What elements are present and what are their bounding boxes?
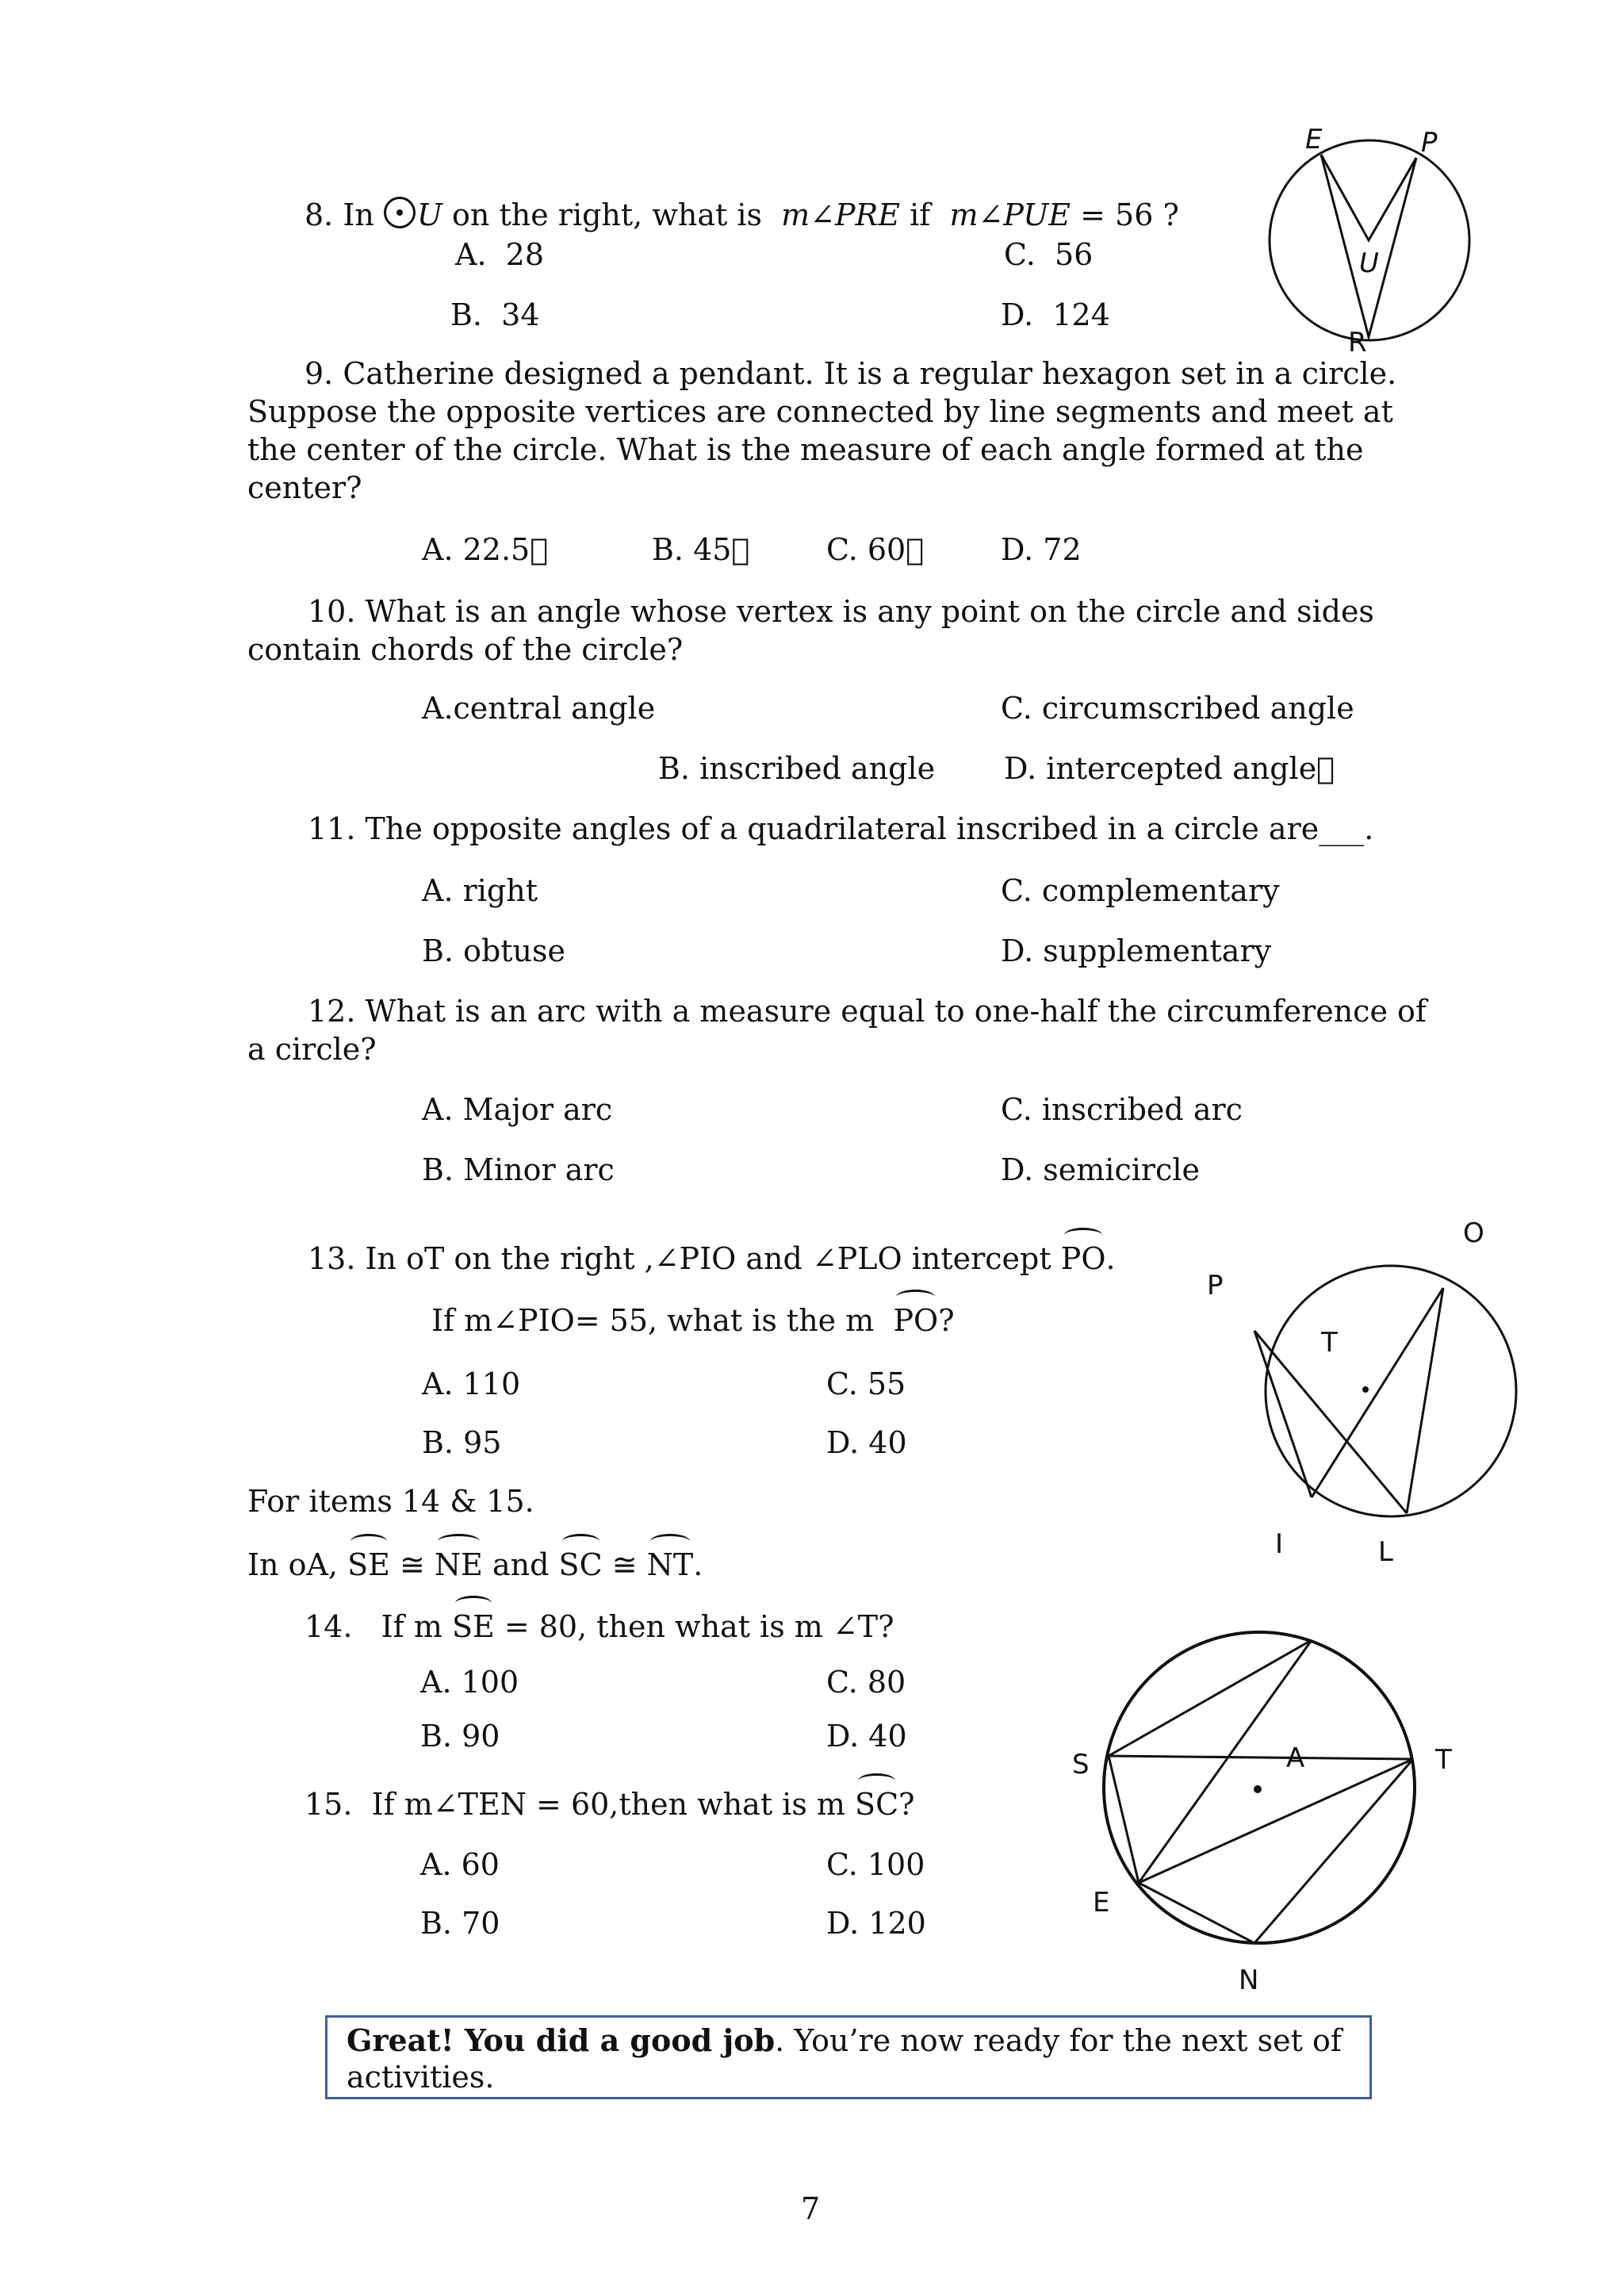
q13-chord-lo [1407, 1288, 1443, 1513]
q13-option-a: A. 110 [422, 1366, 521, 1401]
closing-message [347, 2022, 1346, 2095]
q9-option-c: C. 60 [826, 532, 925, 567]
q13-line-1: 13. In oT on the right ,∠PIO and ∠PLO intercept PO. [308, 1241, 1116, 1276]
arc-se: SE [347, 1547, 390, 1582]
arc-ne: NE [434, 1547, 483, 1582]
q8-label-r: R [1348, 327, 1367, 353]
q13-label-t: T [1321, 1327, 1338, 1359]
q13-label-i: I [1275, 1528, 1284, 1560]
q11-option-c: C. complementary [1001, 873, 1280, 908]
q15-chord-tn [1254, 1759, 1413, 1943]
q9-option-d: D. 72 [1001, 532, 1082, 567]
q15-circle-figure [1055, 1618, 1467, 2007]
closing-rest: . You’re now ready for the next set of activities. [347, 2023, 1342, 2095]
q10-option-c: C. circumscribed angle [1001, 691, 1354, 726]
q13-center-point [1362, 1386, 1369, 1393]
arc-nt: NT [646, 1547, 694, 1582]
q8-option-a: A. 28 [455, 237, 545, 272]
q9-line-4: center? [247, 470, 362, 505]
q15-question: 15. If m∠TEN = 60,then what is m SC? [304, 1787, 915, 1822]
arc-po: PO [893, 1303, 939, 1338]
q15-chord-te [1139, 1759, 1413, 1883]
q8-option-b: B. 34 [450, 297, 540, 332]
q8-option-c: C. 56 [1004, 237, 1094, 272]
q9-line-2: Suppose the opposite vertices are connected by line segments and meet at [247, 394, 1393, 429]
arc-se: SE [451, 1609, 495, 1644]
q10-option-a: A.central angle [422, 691, 656, 726]
q15-option-c: C. 100 [826, 1847, 925, 1882]
q15-option-d: D. 120 [826, 1906, 926, 1941]
q13-chord-pi [1254, 1331, 1312, 1497]
q15-label-s: S [1072, 1749, 1090, 1780]
q8-circle-figure [1253, 123, 1483, 353]
items-14-15-given: In oA, SE ≅ NE and SC ≅ NT. [247, 1547, 703, 1582]
arc-sc: SC [855, 1787, 899, 1822]
page-number: 7 [801, 2191, 821, 2226]
closing-message-box [325, 2015, 1372, 2099]
q15-center-point [1254, 1785, 1262, 1793]
q13-chord-io [1312, 1288, 1443, 1497]
q11-text: 11. The opposite angles of a quadrilateral inscribed in a circle are___. [308, 811, 1374, 846]
q9-option-a: A. 22.5 [422, 532, 549, 567]
q13-option-c: C. 55 [826, 1366, 906, 1401]
q13-label-l: L [1378, 1536, 1393, 1568]
q10-option-d: D. intercepted angle [1004, 751, 1335, 786]
q12-option-a: A. Major arc [422, 1092, 613, 1127]
arc-sc: SC [558, 1547, 603, 1582]
q12-option-b: B. Minor arc [422, 1152, 615, 1187]
q12-option-c: C. inscribed arc [1001, 1092, 1243, 1127]
q13-line-2: If m∠PIO= 55, what is the m PO? [431, 1303, 955, 1338]
q8-label-u: U [1359, 247, 1379, 279]
q8-label-e: E [1305, 124, 1323, 155]
circle-dot-icon [384, 197, 416, 228]
q13-label-o: O [1463, 1221, 1484, 1249]
q15-label-a: A [1286, 1742, 1305, 1774]
q12-line-1: 12. What is an arc with a measure equal to one-half the circumference of [308, 994, 1427, 1029]
question-8 [304, 197, 1179, 233]
q14-question: 14. If m SE = 80, then what is m ∠T? [304, 1609, 894, 1644]
q15-label-e: E [1093, 1887, 1110, 1918]
q8-circle-name: U [416, 197, 442, 232]
q8-number: 8. In [304, 197, 374, 232]
q12-option-d: D. semicircle [1001, 1152, 1200, 1187]
closing-bold: Great! You did a good job [347, 2022, 776, 2058]
q15-chord-en [1139, 1883, 1254, 1943]
q13-option-b: B. 95 [422, 1425, 502, 1460]
q8-angle-pre: m∠PRE [781, 197, 900, 232]
q9-line-1: 9. Catherine designed a pendant. It is a regular hexagon set in a circle. [304, 356, 1397, 391]
q15-option-b: B. 70 [420, 1906, 500, 1941]
q11-option-d: D. supplementary [1001, 933, 1272, 968]
q14-option-b: B. 90 [420, 1719, 500, 1754]
q9-option-b: B. 45 [652, 532, 750, 567]
q10-line-1: 10. What is an angle whose vertex is any point on the circle and sides [308, 594, 1374, 629]
q13-label-p: P [1207, 1270, 1224, 1301]
q13-circle-figure [1189, 1221, 1522, 1586]
q9-line-3: the center of the circle. What is the measure of each angle formed at the [247, 432, 1364, 467]
q15-chord-st [1109, 1756, 1413, 1759]
q15-label-t: T [1435, 1744, 1452, 1776]
q11-option-a: A. right [422, 873, 538, 908]
q14-option-d: D. 40 [826, 1719, 907, 1754]
q13-circle [1266, 1266, 1516, 1516]
q14-option-a: A. 100 [420, 1665, 519, 1700]
arc-po: PO [1060, 1241, 1106, 1276]
q10-line-2: contain chords of the circle? [247, 632, 684, 667]
q8-tail: = 56 ? [1080, 197, 1179, 232]
q15-label-n: N [1239, 1964, 1259, 1996]
q12-line-2: a circle? [247, 1032, 377, 1067]
q8-option-d: D. 124 [1001, 297, 1110, 332]
q10-option-b: B. inscribed angle [658, 751, 936, 786]
q11-option-b: B. obtuse [422, 933, 566, 968]
q13-option-d: D. 40 [826, 1425, 907, 1460]
q15-option-a: A. 60 [420, 1847, 500, 1882]
q8-text: on the right, what is [452, 197, 762, 232]
q8-central-angle [1321, 155, 1416, 240]
items-14-15-intro: For items 14 & 15. [247, 1484, 534, 1519]
q8-label-p: P [1421, 127, 1438, 159]
q8-if: if [910, 197, 931, 232]
q14-option-c: C. 80 [826, 1665, 906, 1700]
q8-angle-pue: m∠PUE [949, 197, 1071, 232]
q15-chord-s-top [1109, 1640, 1312, 1756]
